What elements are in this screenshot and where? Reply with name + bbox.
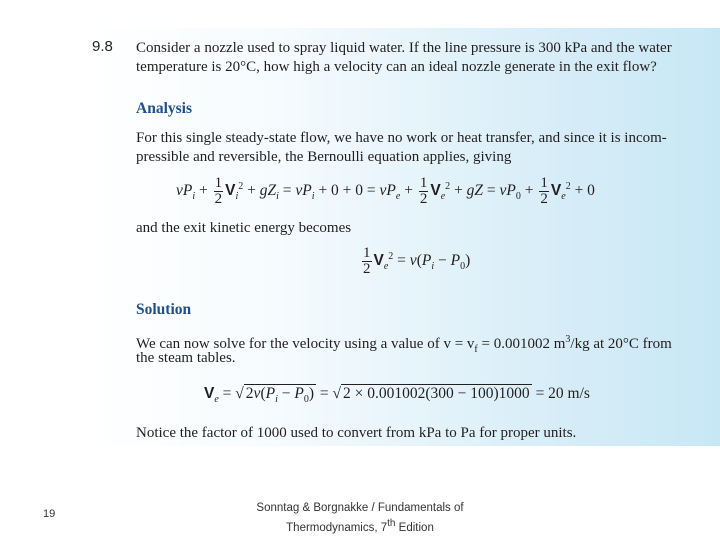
solution-line2: the steam tables. bbox=[136, 350, 236, 366]
analysis-line2: pressible and reversible, the Bernoulli equation applies, giving bbox=[136, 149, 512, 165]
solution-line1: We can now solve for the velocity using a value of $v = v_f = 0.001002$ $m^3/kg$ at 20°C from bbox=[136, 334, 672, 355]
problem-number: 9.8 bbox=[92, 38, 113, 55]
bernoulli-equation: $vP_i$ + $\frac{1}{2}$ $V_i^2 + gZ_i = vP_i + 0 + 0 = vP_e$ + $\frac{1}{2}$ $V_e^2$ + gZ = $vP_0$ + $\frac{1}{2}$ $V_e^2 + 0$ bbox=[176, 175, 595, 207]
solution-note: Notice the factor of 1000 used to convert from kPa to Pa for proper units. bbox=[136, 425, 577, 441]
velocity-equation: $V_e$ = √ $2v(P_i - P_0)$ = √ 2 × 0.001002(300 − 100)1000 = 20 m/s bbox=[204, 385, 590, 406]
analysis-after-equation: and the exit kinetic energy becomes bbox=[136, 220, 352, 236]
analysis-heading: Analysis bbox=[136, 100, 192, 117]
analysis-line1: For this single steady-state flow, we have no work or heat transfer, and since it is incom- bbox=[136, 130, 667, 146]
kinetic-energy-equation: $\frac{1}{2}$ $V_e^2 = v(P_i - P_0)$ bbox=[363, 245, 471, 277]
slide-number: 19 bbox=[43, 508, 56, 520]
problem-statement-line2: temperature is 20°C, how high a velocity can an ideal nozzle generate in the exit flow? bbox=[136, 59, 657, 75]
source-citation: Sonntag & Borgnakke / Fundamentals of Thermodynamics, 7th Edition bbox=[256, 502, 464, 534]
solution-heading: Solution bbox=[136, 301, 192, 318]
problem-statement-line1: Consider a nozzle used to spray liquid water. If the line pressure is 300 kPa and the water bbox=[136, 40, 672, 56]
